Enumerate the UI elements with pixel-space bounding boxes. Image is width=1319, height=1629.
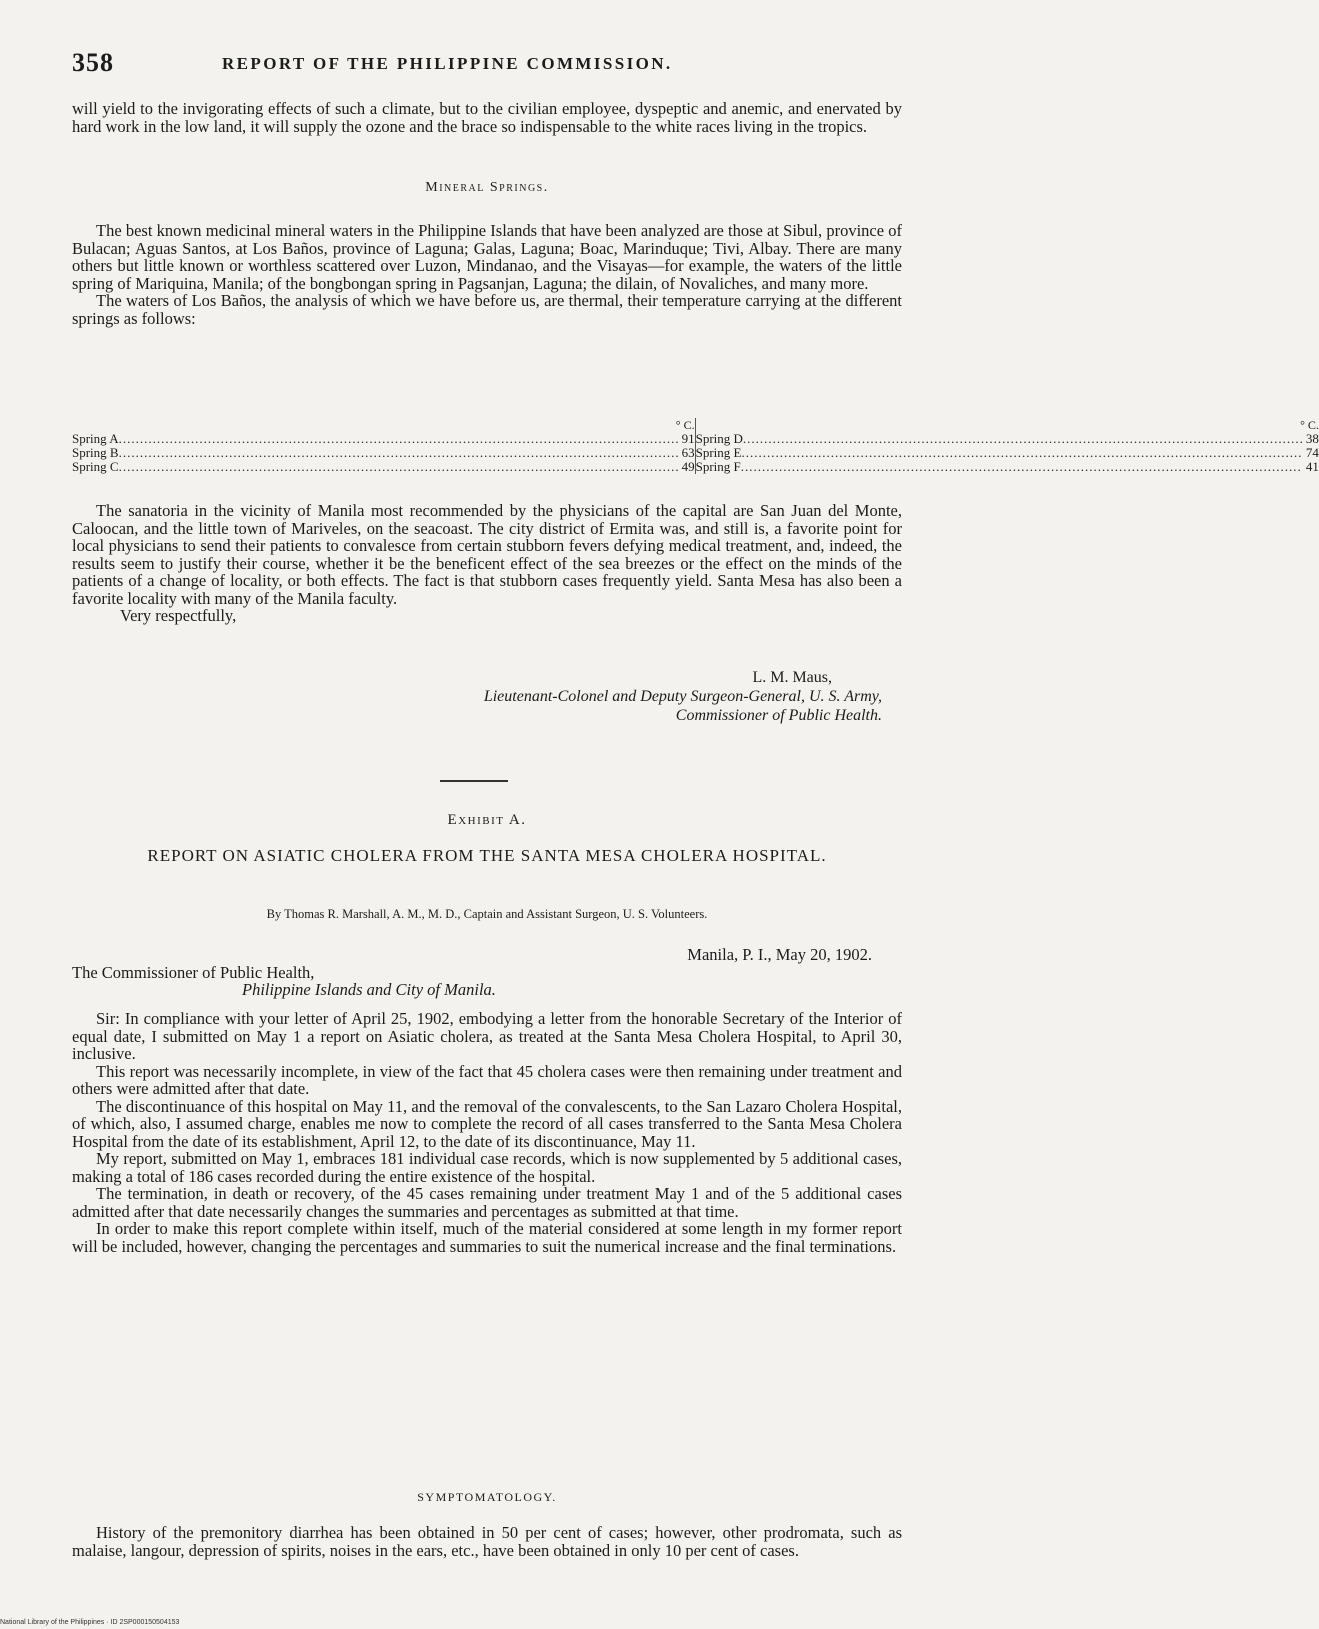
letter-paragraph: Sir: In compliance with your letter of April 25, 1902, embodying a letter from the honorable Secretary of the Interior of equal date, I submitted on May 1 a report on Asiatic cholera, as treated at the Santa Mesa Cholera Hospital, to April 30, inclusive.: [72, 1009, 902, 1063]
scan-footer: National Library of the Philippines · ID 2SP000150504153: [0, 1619, 180, 1626]
mineral-springs-paragraph-1: The best known medicinal mineral waters in the Philippine Islands that have been analyzed are those at Sibul, province of Bulacan; Aguas Santos, at Los Baños, province of Laguna; Galas, Laguna; Boac, Marinduque; Tivi, Albay. There are many others but little known or worthless scattered over Luzon, Mindanao, and the Visayas—for example, the waters of the little spring of Mariquina, Manila; of the bongbongan spring in Pagsanjan, Laguna; the dilain, of Novaliches, and many more.: [72, 221, 902, 293]
symptomatology-paragraph: History of the premonitory diarrhea has been obtained in 50 per cent of cases; however, other prodromata, such as malaise, langour, depression of spirits, noises in the ears, etc., have been obtained in only 10 per cent of cases.: [72, 1523, 902, 1560]
unit-label-right: ° C.: [1300, 418, 1319, 432]
dateline: Manila, P. I., May 20, 1902.: [687, 945, 872, 964]
letter-paragraph: The discontinuance of this hospital on May 11, and the removal of the convalescents, to the San Lazaro Cholera Hospital, of which, also, I assumed charge, enables me now to complete the record of all cases transferred to the Santa Mesa Cholera Hospital from the date of its establishment, April 12, to the date of its discontinuance, May 11.: [72, 1096, 902, 1151]
sanatoria-paragraph: The sanatoria in the vicinity of Manila most recommended by the physicians of the capital are San Juan del Monte, Caloocan, and the little town of Mariveles, on the seacoast. The city district of Ermita was, and still is, a favorite point for local physicians to send their patients to convalesce from certain stubborn fevers defying medical treatment, and, indeed, the results seem to justify their course, whether it be the beneficent effect of the sea breezes or the effect on the minds of the patients of a change of locality, or both effects. The fact is that stubborn cases frequently yield. Santa Mesa has also been a favorite locality with many of the Manila faculty.: [72, 501, 902, 608]
page-header: [72, 48, 877, 82]
symptomatology-heading: SYMPTOMATOLOGY.: [417, 1490, 557, 1504]
addressee-line-1: The Commissioner of Public Health,: [72, 962, 315, 982]
mineral-springs-heading: Mineral Springs.: [425, 180, 549, 195]
sanatoria-block: [72, 502, 902, 625]
signature-block: [72, 668, 902, 725]
letter-body: [72, 1010, 902, 1255]
signature-title-2: Commissioner of Public Health.: [675, 707, 882, 724]
mineral-springs-block: [72, 222, 902, 327]
spring-row: Spring A ..... 91: [72, 432, 695, 446]
addressee-line-2: Philippine Islands and City of Manila.: [242, 980, 496, 999]
intro-block: [72, 100, 902, 135]
intro-paragraph: will yield to the invigorating effects of such a climate, but to the civilian employee, dyspeptic and anemic, and enervated by hard work in the low land, it will supply the ozone and the brace so indispensable to the white races living in the tropics.: [72, 99, 902, 136]
letter-paragraph: My report, submitted on May 1, embraces 181 individual case records, which is now supplemented by 5 additional cases, making a total of 186 cases recorded during the entire existence of the hospital.: [72, 1149, 902, 1186]
springs-left-column: [72, 418, 695, 474]
exhibit-label: Exhibit A.: [447, 812, 527, 828]
spring-row: Spring C ..... 49: [72, 460, 695, 474]
unit-label-left: ° C.: [675, 418, 695, 432]
section-divider: [440, 780, 508, 782]
spring-row: Spring B ..... 63: [72, 446, 695, 460]
closing-line: Very respectfully,: [120, 606, 237, 625]
page-number: 358: [72, 48, 114, 77]
exhibit-byline: By Thomas R. Marshall, A. M., M. D., Captain and Assistant Surgeon, U. S. Volunteers.: [266, 907, 708, 921]
spring-temperature-table: [72, 418, 1319, 474]
spring-row: Spring F ..... 41: [696, 460, 1319, 474]
letter-paragraph: This report was necessarily incomplete, in view of the fact that 45 cholera cases were then remaining under treatment and others were admitted after that date.: [72, 1061, 902, 1098]
symptomatology-block: [72, 1524, 902, 1559]
springs-right-column: [695, 418, 1319, 474]
signature-title-1: Lieutenant-Colonel and Deputy Surgeon-General, U. S. Army,: [483, 688, 882, 705]
letter-paragraph: The termination, in death or recovery, of the 45 cases remaining under treatment May 1 and of the 5 additional cases admitted after that date necessarily changes the summaries and percentages as submitted at that time.: [72, 1184, 902, 1221]
letter-heading: [72, 946, 902, 999]
mineral-springs-paragraph-2: The waters of Los Baños, the analysis of which we have before us, are thermal, their temperature carrying at the different springs as follows:: [72, 291, 902, 328]
spring-row: Spring E ..... 74: [696, 446, 1319, 460]
letter-paragraph: In order to make this report complete within itself, much of the material considered at some length in my former report will be included, however, changing the percentages and summaries to suit the numerical increase and the final terminations.: [72, 1219, 902, 1256]
running-title: REPORT OF THE PHILIPPINE COMMISSION.: [222, 54, 673, 73]
signature-name: L. M. Maus,: [752, 669, 832, 686]
spring-row: Spring D ..... 38: [696, 432, 1319, 446]
exhibit-title: REPORT ON ASIATIC CHOLERA FROM THE SANTA MESA CHOLERA HOSPITAL.: [147, 846, 827, 865]
